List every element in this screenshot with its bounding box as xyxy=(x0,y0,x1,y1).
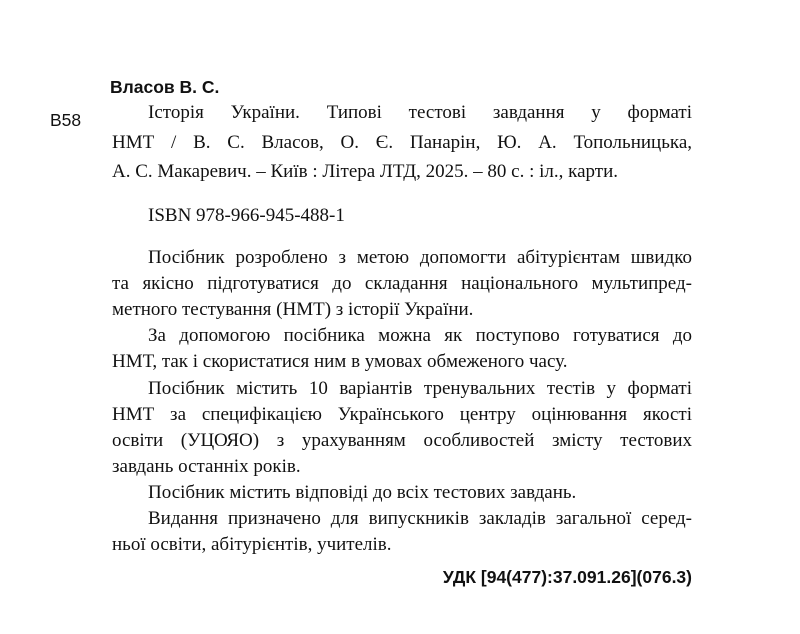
annotation-line: Посібник розроблено з метою допомогти абітурієнтам швидко xyxy=(148,247,692,268)
bibliographic-line: НМТ / В. С. Власов, О. Є. Панарін, Ю. А. Топольницька, xyxy=(112,132,692,153)
annotation-line: Посібник містить відповіді до всіх тестових завдань. xyxy=(148,482,577,503)
isbn: ISBN 978-966-945-488-1 xyxy=(148,205,345,226)
annotation-line: та якісно підготуватися до складання національного мультипред- xyxy=(112,273,692,294)
annotation-line: НМТ за специфікацією Українського центру оцінювання якості xyxy=(112,404,692,425)
udc-code: УДК [94(477):37.091.26](076.3) xyxy=(442,567,692,587)
annotation-line: освіти (УЦОЯО) з урахуванням особливостей змісту тестових xyxy=(112,430,692,451)
annotation-line: Посібник містить 10 варіантів тренувальних тестів у форматі xyxy=(148,378,692,399)
annotation-line: завдань останніх років. xyxy=(112,456,301,477)
bibliographic-line: А. С. Макаревич. – Київ : Літера ЛТД, 2025. – 80 с. : іл., карти. xyxy=(112,161,619,182)
annotation-line: За допомогою посібника можна як поступово готуватися до xyxy=(148,325,692,346)
bibliographic-line: Історія України. Типові тестові завдання у форматі xyxy=(148,102,692,123)
annotation-line: Видання призначено для випускників закладів загальної серед- xyxy=(148,508,692,529)
annotation-line: ньої освіти, абітурієнтів, учителів. xyxy=(112,534,392,555)
author-heading: Власов В. С. xyxy=(110,77,220,97)
annotation-line: НМТ, так і скористатися ним в умовах обмеженого часу. xyxy=(112,351,568,372)
annotation-line: метного тестування (НМТ) з історії України. xyxy=(112,299,474,320)
call-number: В58 xyxy=(50,110,82,130)
